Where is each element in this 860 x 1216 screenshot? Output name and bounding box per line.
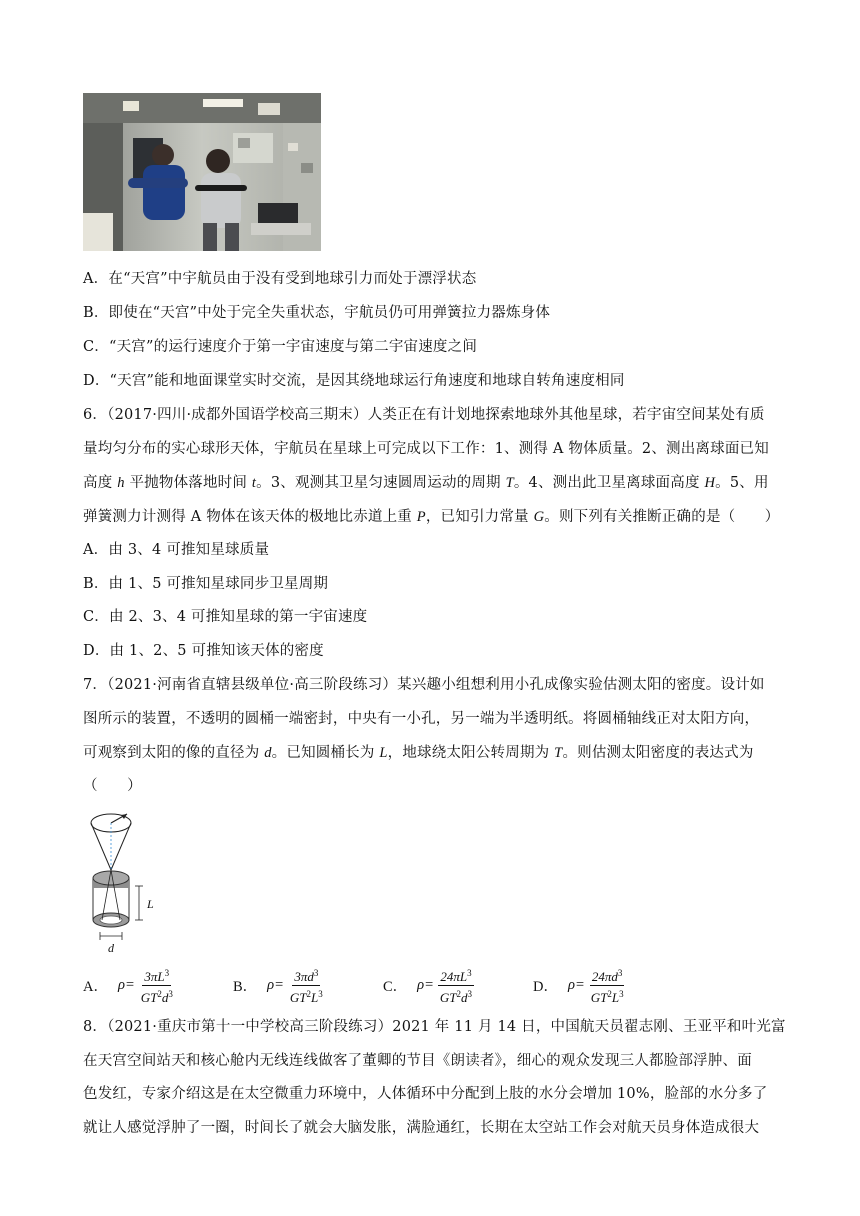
q6-option-a: A．由 3、4 可推知星球质量: [83, 542, 270, 558]
denominator-text: GT: [140, 989, 158, 1005]
exponent: 2: [607, 988, 612, 999]
numerator-text: 3πd: [294, 968, 314, 984]
density-fraction: [288, 966, 325, 1005]
q8-stem-line-1: 8．（2021·重庆市第十一中学校高三阶段练习）2021 年 11 月 14 日，中国航天员翟志刚、王亚平和叶光富: [83, 1019, 786, 1035]
text-segment: 。则下列有关推断正确的是（ ）: [544, 509, 780, 525]
q5-option-b: B．即使在“天宫”中处于完全失重状态，宇航员仍可用弹簧拉力器炼身体: [83, 305, 551, 321]
text-segment: 。则估测太阳密度的表达式为: [562, 745, 754, 761]
fraction-numerator: [142, 966, 171, 986]
q7-stem-line-2: 图所示的装置，不透明的圆桶一端密封，中央有一小孔，另一端为半透明纸。将圆桶轴线正对太阳方向，: [83, 711, 760, 727]
variable-d: d: [264, 745, 272, 761]
q5-option-d: D．“天宫”能和地面课堂实时交流，是因其绕地球运行角速度和地球自转角速度相同: [83, 373, 625, 389]
q8-stem-line-3: 色发红，专家介绍这是在太空微重力环境中，人体循环中分配到上肢的水分会增加 10%，脸部的水分多了: [83, 1086, 768, 1102]
denominator-text: d: [461, 989, 468, 1005]
exponent: 3: [467, 967, 472, 978]
density-fraction: [438, 966, 474, 1005]
q7-answer-bracket: （ ）: [83, 778, 142, 794]
q6-stem-line-1: 6．（2017·四川·成都外国语学校高三期末）人类正在有计划地探索地球外其他星球，若宇宙空间某处有质: [83, 407, 765, 423]
exponent: 2: [157, 988, 162, 999]
text-segment: 可观察到太阳的像的直径为: [83, 745, 265, 761]
fraction-numerator: [292, 966, 320, 986]
q7-option-d: [533, 962, 626, 1008]
exponent: 3: [619, 988, 624, 999]
exponent: 3: [318, 988, 323, 999]
q8-stem-line-4: 就让人感觉浮肿了一圈，时间长了就会大脑发胀，满脸通红，长期在太空站工作会对航天员身体造成很大: [83, 1120, 760, 1136]
denominator-text: GT: [439, 989, 457, 1005]
rho-equals: ρ=: [267, 976, 284, 993]
option-label: A．: [83, 978, 108, 995]
exponent: 3: [467, 988, 473, 999]
denominator-text: GT: [289, 989, 307, 1005]
q6-option-c: C．由 2、3、4 可推知星球的第一宇宙速度: [83, 609, 368, 625]
variable-G: G: [533, 509, 545, 525]
rho-equals: ρ=: [117, 976, 135, 993]
option-label: D．: [533, 978, 558, 995]
text-segment: ，已知引力常量: [425, 509, 534, 525]
q7-stem-line-3: [83, 743, 754, 763]
text-segment: 高度: [83, 475, 118, 491]
fraction-numerator: [438, 966, 473, 986]
q6-stem-line-4: [83, 507, 779, 527]
density-fraction: [139, 966, 175, 1005]
exponent: 2: [306, 988, 312, 999]
fraction-denominator: [139, 986, 175, 1005]
q7-option-a: [83, 962, 175, 1008]
denominator-text: L: [311, 989, 319, 1005]
q6-option-b: B．由 1、5 可推知星球同步卫星周期: [83, 576, 329, 592]
q5-option-a: A．在“天宫”中宇航员由于没有受到地球引力而处于漂浮状态: [83, 271, 477, 287]
variable-T: T: [554, 745, 563, 761]
variable-h: h: [117, 475, 125, 491]
pinhole-cylinder-figure: [83, 808, 173, 958]
exponent: 3: [617, 967, 623, 978]
space-station-photo: [83, 93, 321, 251]
q6-stem-line-2: 量均匀分布的实心球形天体，宇航员在星球上可完成以下工作：1、测得 A 物体质量。2、测出离球面已知: [83, 441, 769, 457]
fraction-denominator: [438, 986, 474, 1005]
option-label: C．: [383, 978, 408, 995]
variable-P: P: [416, 509, 426, 525]
q6-stem-line-3: [83, 473, 769, 493]
denominator-text: L: [611, 989, 620, 1005]
numerator-text: 24πd: [591, 968, 618, 984]
exponent: 2: [456, 988, 462, 999]
text-segment: ，地球绕太阳公转周期为: [387, 745, 555, 761]
variable-H: H: [704, 475, 716, 491]
q5-option-c: C．“天宫”的运行速度介于第一宇宙速度与第二宇宙速度之间: [83, 339, 478, 355]
fraction-denominator: [288, 986, 325, 1005]
q7-stem-line-1: 7．（2021·河南省直辖县级单位·高三阶段练习）某兴趣小组想利用小孔成像实验估测太阳的密度。设计如: [83, 677, 765, 693]
text-segment: 。3、观测其卫星匀速圆周运动的周期: [256, 475, 506, 491]
rho-equals: ρ=: [567, 976, 585, 993]
text-segment: 。已知圆桶长为: [271, 745, 380, 761]
numerator-text: 24πL: [440, 968, 468, 984]
q7-option-b: [233, 962, 325, 1008]
text-segment: 平抛物体落地时间: [124, 475, 252, 491]
numerator-text: 3πL: [144, 968, 165, 984]
q8-stem-line-2: 在天宫空间站天和核心舱内无线连线做客了董卿的节目《朗读者》，细心的观众发现三人都脸部浮肿、面: [83, 1053, 752, 1069]
q7-option-c: [383, 962, 474, 1008]
rho-equals: ρ=: [417, 976, 434, 993]
variable-T: T: [505, 475, 514, 491]
text-segment: 。4、测出此卫星离球面高度: [513, 475, 705, 491]
denominator-text: GT: [590, 989, 608, 1005]
option-label: B．: [233, 978, 258, 995]
variable-L: L: [379, 745, 388, 761]
fraction-denominator: [589, 986, 626, 1005]
fraction-numerator: [590, 966, 625, 986]
density-fraction: [589, 966, 626, 1005]
figure-label-d: d: [108, 941, 114, 955]
variable-t: t: [251, 475, 257, 491]
text-segment: 弹簧测力计测得 A 物体在该天体的极地比赤道上重: [83, 509, 417, 525]
q6-option-d: D．由 1、2、5 可推知该天体的密度: [83, 643, 324, 659]
exponent: 3: [313, 967, 319, 978]
figure-label-L: L: [147, 897, 154, 911]
exponent: 3: [168, 988, 173, 999]
denominator-text: d: [161, 989, 169, 1005]
text-segment: 。5、用: [715, 475, 769, 491]
exponent: 3: [164, 967, 170, 978]
